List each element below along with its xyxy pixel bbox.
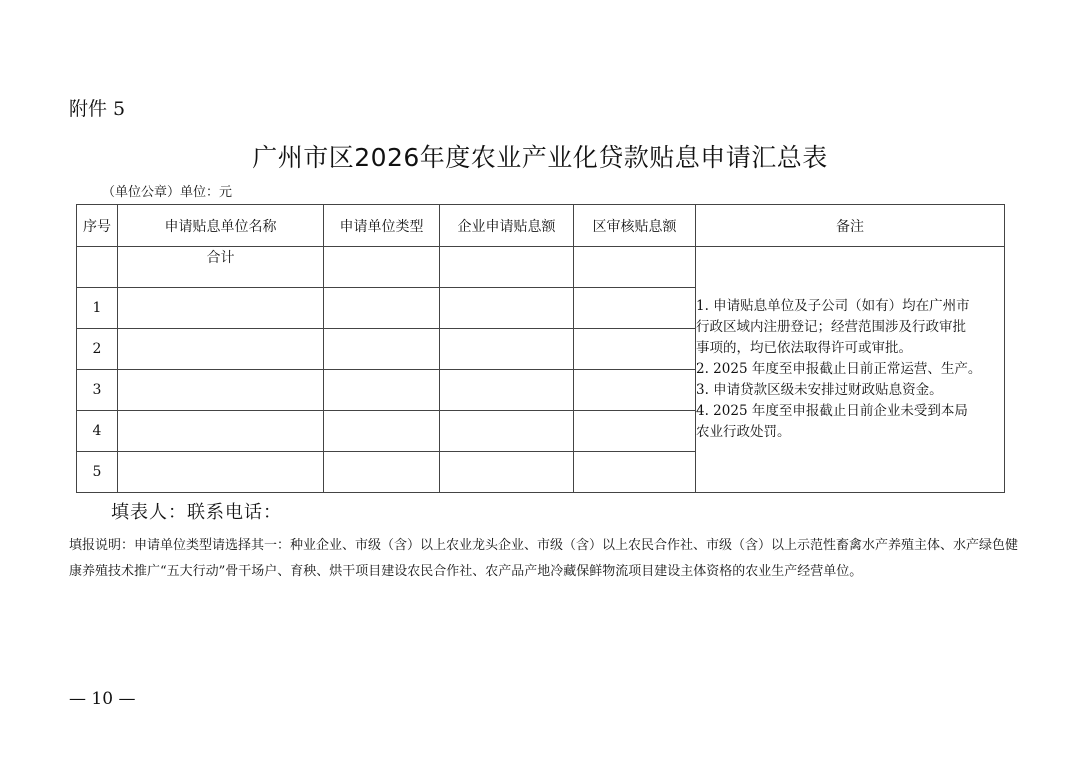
remark-line: 2. 2025 年度至申报截止日前正常运营、生产。: [696, 361, 982, 377]
header-unit-name: 申请贴息单位名称: [118, 205, 324, 247]
page-number: — 10 —: [69, 689, 136, 709]
total-seq-cell: [77, 247, 118, 288]
table-cell: [574, 411, 696, 452]
document-title: 广州市区2026年度农业产业化贷款贴息申请汇总表: [252, 143, 828, 172]
table-cell: [440, 247, 574, 288]
header-row: [77, 205, 1005, 247]
row-number: 5: [77, 452, 118, 493]
total-row: [77, 247, 1005, 288]
unit-line: （单位公章）单位：元: [102, 185, 233, 200]
table-cell: [440, 370, 574, 411]
table-cell: [324, 370, 440, 411]
table-cell: [574, 329, 696, 370]
table-cell: [118, 370, 324, 411]
remark-line: 3. 申请贷款区级未安排过财政贴息资金。: [696, 382, 943, 398]
table-cell: [324, 452, 440, 493]
row-number: 1: [77, 288, 118, 329]
table-cell: [440, 329, 574, 370]
table-cell: [118, 411, 324, 452]
table-cell: [440, 411, 574, 452]
table-cell: [324, 288, 440, 329]
table-cell: [324, 247, 440, 288]
header-approved-amount: 区审核贴息额: [574, 205, 696, 247]
remarks-cell: [696, 247, 1005, 493]
table-cell: [118, 452, 324, 493]
table-cell: [324, 411, 440, 452]
remark-line: 行政区域内注册登记；经营范围涉及行政审批: [696, 319, 966, 335]
attachment-label: 附件 5: [69, 98, 126, 120]
header-unit-type: 申请单位类型: [324, 205, 440, 247]
table-cell: [574, 370, 696, 411]
table-cell: [440, 452, 574, 493]
table-cell: [574, 247, 696, 288]
row-number: 3: [77, 370, 118, 411]
total-label: 合计: [118, 247, 324, 288]
row-number: 2: [77, 329, 118, 370]
row-number: 4: [77, 411, 118, 452]
header-seq: 序号: [77, 205, 118, 247]
summary-table: [76, 204, 1005, 493]
table-cell: [118, 329, 324, 370]
table-cell: [324, 329, 440, 370]
table-cell: [118, 288, 324, 329]
filling-instructions: 填报说明：申请单位类型请选择其一：种业企业、市级（含）以上农业龙头企业、市级（含）以上农民合作社、市级（含）以上示范性畜禽水产养殖主体、水产绿色健康养殖技术推广“五大行动”骨干场户、育秧、烘干项目建设农民合作社、农产品产地冷藏保鲜物流项目建设主体资格的农业生产经营单位。: [69, 538, 1019, 579]
remark-line: 1. 申请贴息单位及子公司（如有）均在广州市: [696, 298, 970, 314]
table-cell: [574, 288, 696, 329]
filler-contact-line: 填表人：联系电话：: [111, 502, 282, 523]
table-cell: [440, 288, 574, 329]
header-remarks: 备注: [696, 205, 1005, 247]
remark-line: 农业行政处罚。: [696, 424, 791, 440]
remark-line: 4. 2025 年度至申报截止日前企业未受到本局: [696, 403, 968, 419]
table-cell: [574, 452, 696, 493]
remark-line: 事项的，均已依法取得许可或审批。: [696, 340, 912, 356]
header-applied-amount: 企业申请贴息额: [440, 205, 574, 247]
